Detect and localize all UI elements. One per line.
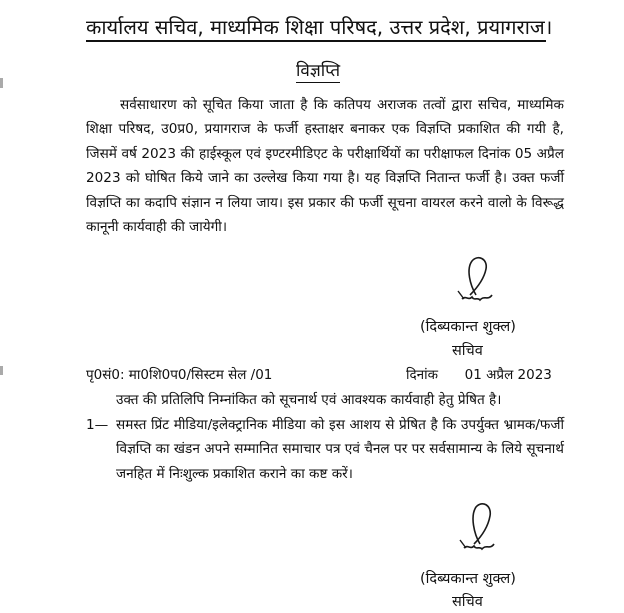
signature-2 <box>452 500 512 556</box>
signatory-name: (दिब्यकान्त शुक्ल) <box>420 571 516 587</box>
date-label: दिनांक <box>406 367 439 383</box>
signatory-name: (दिब्यकान्त शुक्ल) <box>420 319 516 335</box>
list-item-number: 1— <box>86 417 109 433</box>
signature-1 <box>448 255 508 307</box>
scan-edge-mark <box>0 366 3 375</box>
notice-body: सर्वसाधारण को सूचित किया जाता है कि कतिपय अराजक तत्वों द्वारा सचिव, माध्यमिक शिक्षा परिषद, उ0प्र0, प्रयागराज के फर्जी हस्ताक्षर बनाकर एक विज्ञप्ति प्रकाशित की गयी है, जिसमें वर्ष 2023 की हाईस्कूल एवं इण्टरमीडिएट के परीक्षार्थियों का परीक्षाफल दिनांक 05 अप्रैल 2023 को घोषित किये जाने का उल्लेख किया गया है। यह विज्ञप्ति नितान्त फर्जी है। उक्त फर्जी विज्ञप्ति का कदापि संज्ञान न लिया जाय। इस प्रकार की फर्जी सूचना वायरल करने वालो के विरूद्ध कानूनी कार्यवाही की जायेगी। <box>86 97 564 236</box>
office-header: कार्यालय सचिव, माध्यमिक शिक्षा परिषद, उत्तर प्रदेश, प्रयागराज। <box>86 14 546 42</box>
reference-number: पृ0सं0: मा0शि0प0/सिस्टम सेल /01 <box>86 367 273 383</box>
copy-intro: उक्त की प्रतिलिपि निम्नांकित को सूचनार्थ एवं आवश्यक कार्यवाही हेतु प्रेषित है। <box>116 392 502 408</box>
scan-edge-mark <box>0 78 3 88</box>
list-item-text: समस्त प्रिंट मीडिया/इलेक्ट्रानिक मीडिया को इस आशय से प्रेषित है कि उपर्युक्त भ्रामक/फर्जी विज्ञप्ति का खंडन अपने सम्मानित समाचार पत्र एवं चैनल पर पर सर्वसामान्य के लिये सूचनार्थ जनहित में निःशुल्क प्रकाशित कराने का कष्ट करें। <box>116 417 564 482</box>
signatory-designation: सचिव <box>452 343 483 359</box>
signatory-designation: सचिव <box>452 594 483 610</box>
reference-date <box>406 365 552 383</box>
date-value: 01 अप्रैल 2023 <box>464 367 552 383</box>
notice-title: विज्ञप्ति <box>296 61 341 81</box>
